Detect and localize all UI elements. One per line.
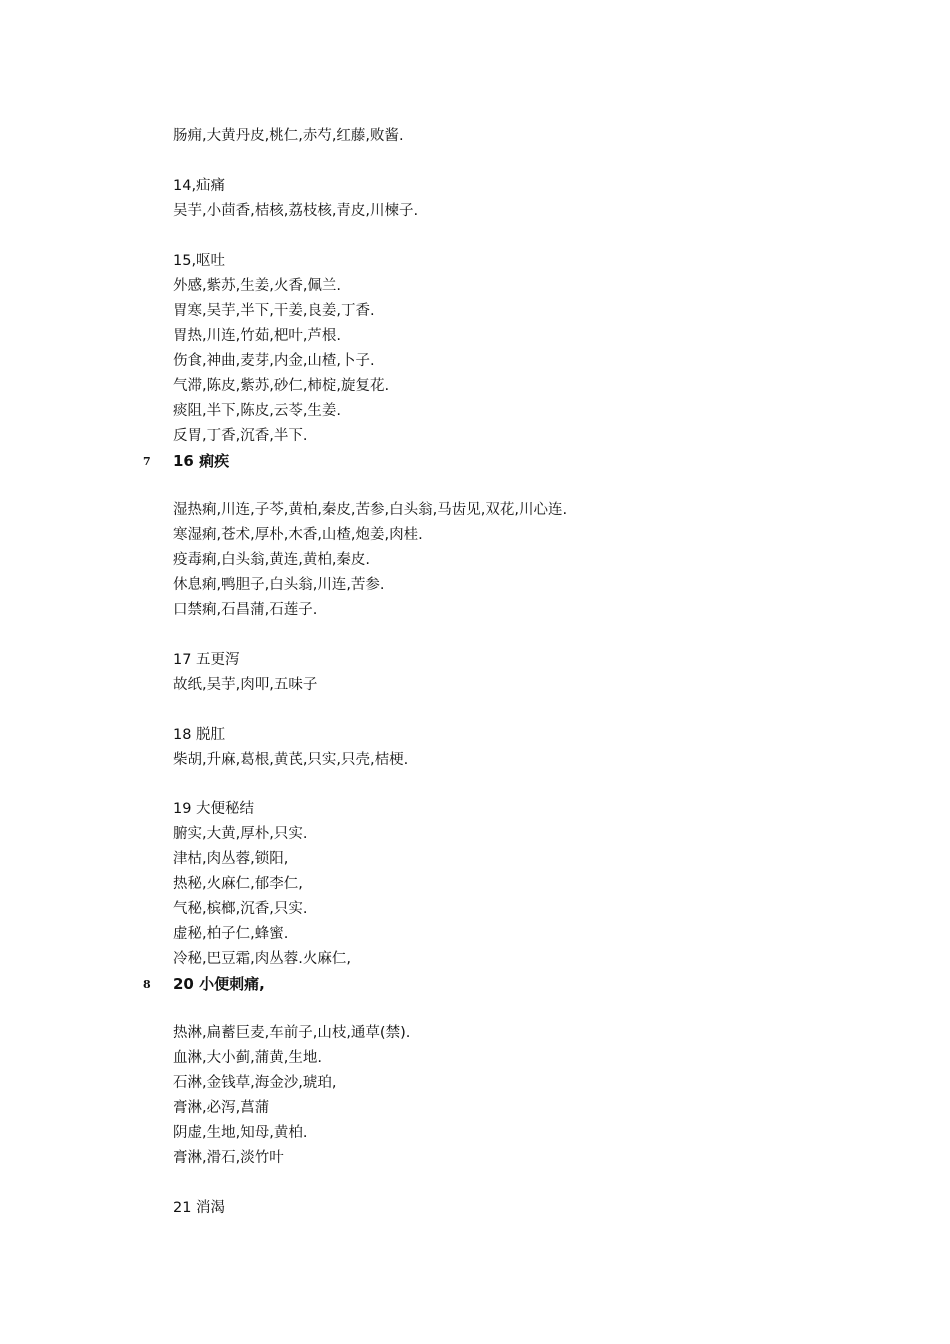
- text-line: 冷秘,巴豆霜,肉丛蓉.火麻仁,: [173, 951, 351, 967]
- text-line: 膏淋,必泻,菖蒲: [173, 1100, 270, 1116]
- text-line: 热秘,火麻仁,郁李仁,: [173, 876, 303, 892]
- text-line: 胃寒,吴芋,半下,干姜,良姜,丁香.: [173, 303, 375, 319]
- text-line: 外感,紫苏,生姜,火香,佩兰.: [173, 278, 342, 294]
- text-line: 伤食,神曲,麦芽,内金,山楂,卜子.: [173, 353, 375, 369]
- text-line: 膏淋,滑石,淡竹叶: [173, 1150, 284, 1166]
- section-heading-17: 17 五更泻: [173, 652, 240, 668]
- text-line: 虚秘,柏子仁,蜂蜜.: [173, 926, 289, 942]
- section-heading-18: 18 脱肛: [173, 727, 226, 743]
- page-marker: 7: [143, 455, 151, 468]
- section-heading-21: 21 消渴: [173, 1200, 226, 1216]
- section-heading-19: 19 大便秘结: [173, 801, 255, 817]
- section-heading-20: 20 小便刺痛,: [173, 975, 265, 993]
- text-line: 柴胡,升麻,葛根,黄芪,只实,只壳,桔梗.: [173, 752, 409, 768]
- page-marker: 8: [143, 978, 151, 991]
- text-line: 气滞,陈皮,紫苏,砂仁,柿椗,旋复花.: [173, 378, 390, 394]
- text-line: 腑实,大黄,厚朴,只实.: [173, 826, 308, 842]
- text-line: 口禁痢,石昌蒲,石莲子.: [173, 602, 318, 618]
- section-heading-16: 16 痢疾: [173, 452, 230, 470]
- text-line: 胃热,川连,竹茹,杷叶,芦根.: [173, 328, 342, 344]
- text-line: 湿热痢,川连,子芩,黄柏,秦皮,苦参,白头翁,马齿见,双花,川心连.: [173, 502, 568, 518]
- text-line: 痰阻,半下,陈皮,云苓,生姜.: [173, 403, 342, 419]
- section-heading-15: 15,呕吐: [173, 253, 226, 269]
- text-line: 肠痈,大黄丹皮,桃仁,赤芍,红藤,败酱.: [173, 128, 404, 144]
- text-line: 热淋,扁蓄巨麦,车前子,山枝,通草(禁).: [173, 1025, 411, 1041]
- text-line: 阴虚,生地,知母,黄柏.: [173, 1125, 308, 1141]
- text-line: 石淋,金钱草,海金沙,琥珀,: [173, 1075, 337, 1091]
- text-line: 寒湿痢,苍术,厚朴,木香,山楂,炮姜,肉桂.: [173, 527, 423, 543]
- text-line: 吴芋,小茴香,桔核,荔枝核,青皮,川楝子.: [173, 203, 419, 219]
- text-line: 血淋,大小蓟,蒲黄,生地.: [173, 1050, 322, 1066]
- text-line: 故纸,吴芋,肉叩,五味子: [173, 677, 318, 693]
- text-line: 休息痢,鸭胆子,白头翁,川连,苦参.: [173, 577, 385, 593]
- text-line: 气秘,槟榔,沉香,只实.: [173, 901, 308, 917]
- section-heading-14: 14,疝痛: [173, 178, 226, 194]
- text-line: 疫毒痢,白头翁,黄连,黄柏,秦皮.: [173, 552, 371, 568]
- text-line: 反胃,丁香,沉香,半下.: [173, 428, 308, 444]
- text-line: 津枯,肉丛蓉,锁阳,: [173, 851, 289, 867]
